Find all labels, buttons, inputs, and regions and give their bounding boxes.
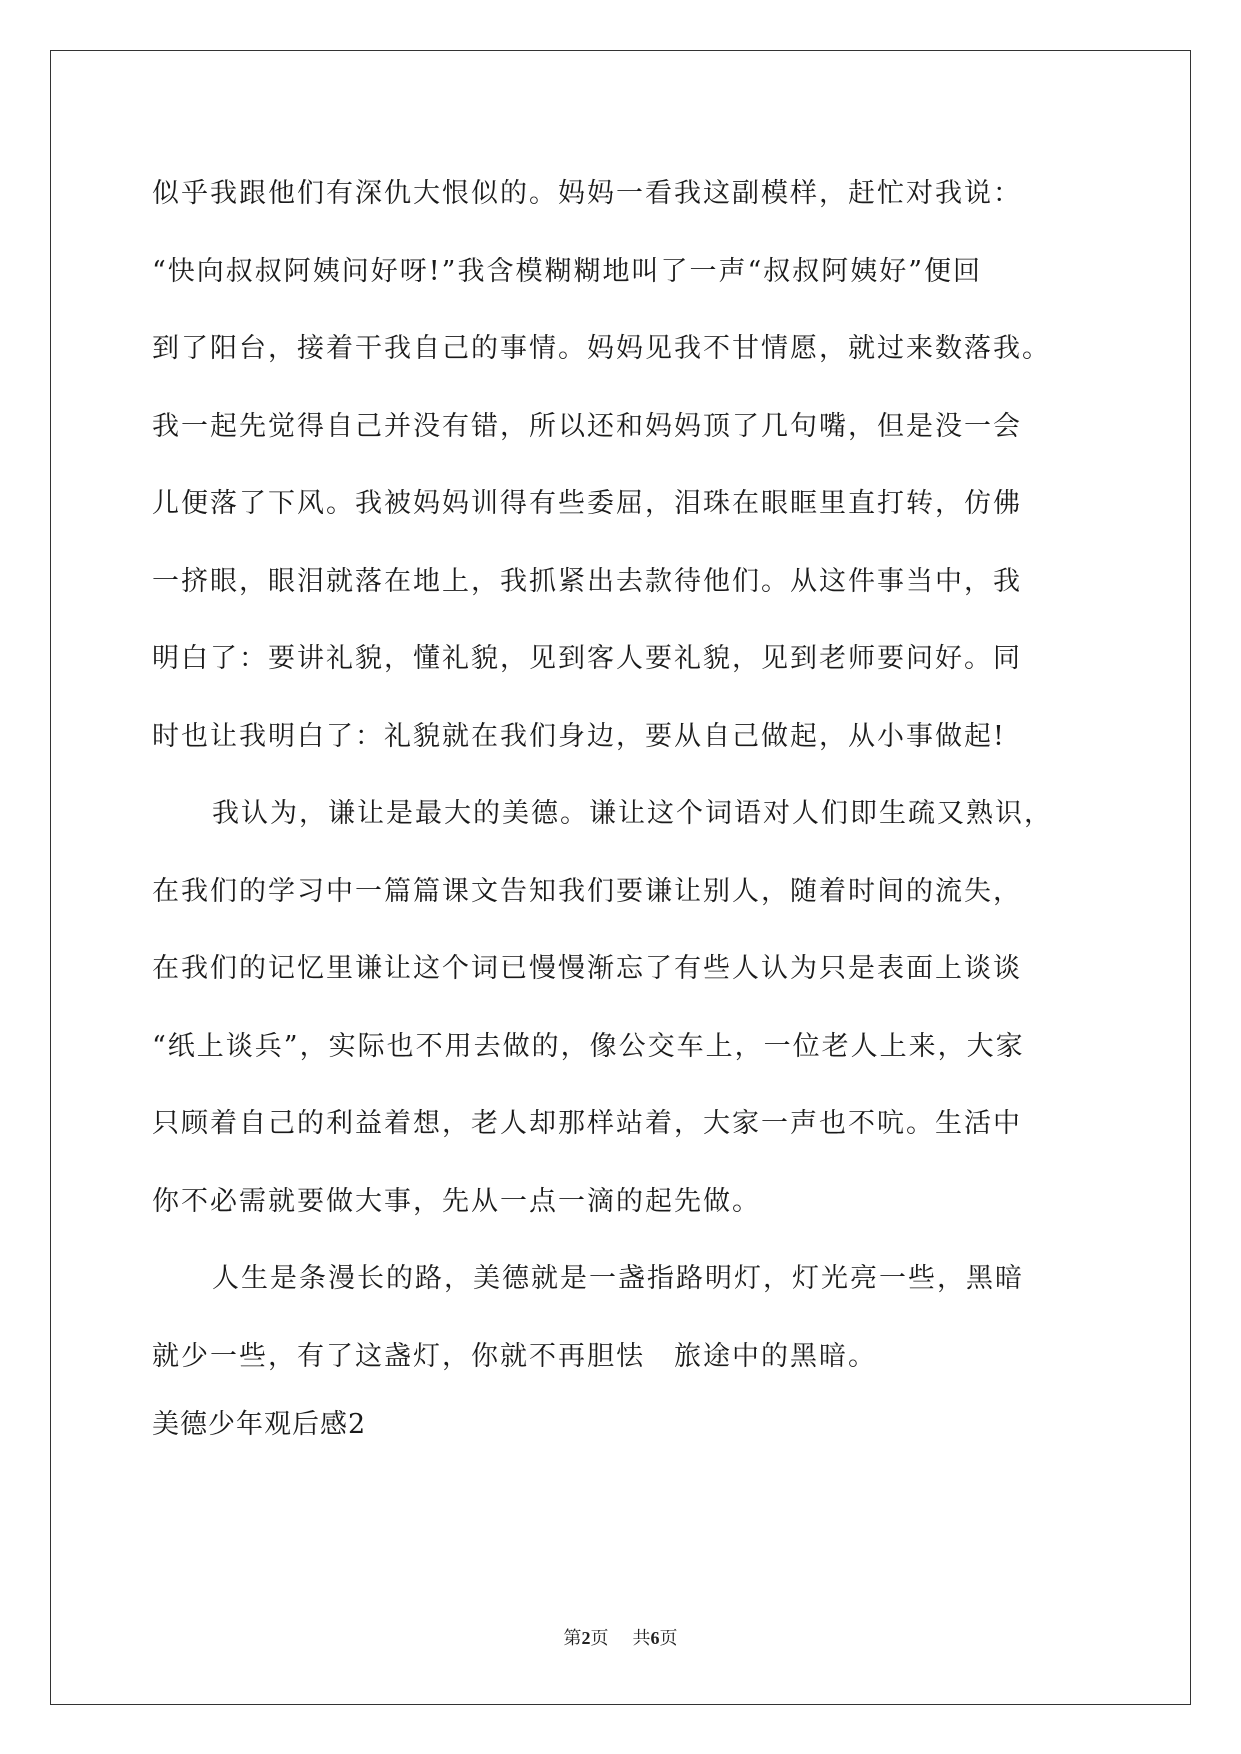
section-title: 美德少年观后感2 [152, 1409, 367, 1440]
paragraph-3 [152, 1240, 1092, 1395]
text-line: 我一起先觉得自己并没有错，所以还和妈妈顶了几句嘴，但是没一会 [152, 410, 1022, 442]
text-line: 时也让我明白了：礼貌就在我们身边，要从自己做起，从小事做起! [152, 720, 1006, 752]
text-line: 在我们的学习中一篇篇课文告知我们要谦让别人，随着时间的流失， [152, 875, 1022, 907]
text-line: 在我们的记忆里谦让这个词已慢慢渐忘了有些人认为只是表面上谈谈 [152, 953, 1022, 984]
paragraph-1 [152, 155, 1092, 775]
text-line: “快向叔叔阿姨问好呀!”我含模糊糊地叫了一声“叔叔阿姨好”便回 [152, 255, 983, 287]
footer-total-prefix: 共 [632, 1628, 651, 1649]
total-pages-number: 6 [650, 1628, 660, 1648]
paragraph-2 [152, 775, 1092, 1240]
text-line: 只顾着自己的利益着想，老人却那样站着，大家一声也不吭。生活中 [152, 1108, 1022, 1139]
text-line: 似乎我跟他们有深仇大恨似的。妈妈一看我这副模样，赶忙对我说： [152, 178, 1022, 209]
text-line: 儿便落了下风。我被妈妈训得有些委屈，泪珠在眼眶里直打转，仿佛 [152, 488, 1022, 519]
footer-total-suffix: 页 [659, 1628, 678, 1649]
text-line: 明白了：要讲礼貌，懂礼貌，见到客人要礼貌，见到老师要问好。同 [152, 643, 1022, 674]
text-line: 到了阳台，接着干我自己的事情。妈妈见我不甘情愿，就过来数落我。 [152, 333, 1051, 364]
text-line: 人生是条漫长的路，美德就是一盏指路明灯，灯光亮一些，黑暗 [212, 1263, 1024, 1294]
footer-prefix: 第 [563, 1628, 582, 1649]
footer-page-suffix: 页 [590, 1628, 609, 1649]
page-footer [0, 1624, 1241, 1650]
text-line: 一挤眼，眼泪就落在地上，我抓紧出去款待他们。从这件事当中，我 [152, 565, 1022, 597]
text-line: 你不必需就要做大事，先从一点一滴的起先做。 [152, 1185, 761, 1217]
text-line: 就少一些，有了这盏灯，你就不再胆怯 旅途中的黑暗。 [152, 1340, 877, 1372]
document-body [152, 155, 1092, 1455]
text-line: “纸上谈兵”，实际也不用去做的，像公交车上，一位老人上来，大家 [152, 1030, 1025, 1062]
current-page-number: 2 [581, 1628, 591, 1648]
text-line: 我认为，谦让是最大的美德。谦让这个词语对人们即生疏又熟识， [212, 798, 1053, 829]
